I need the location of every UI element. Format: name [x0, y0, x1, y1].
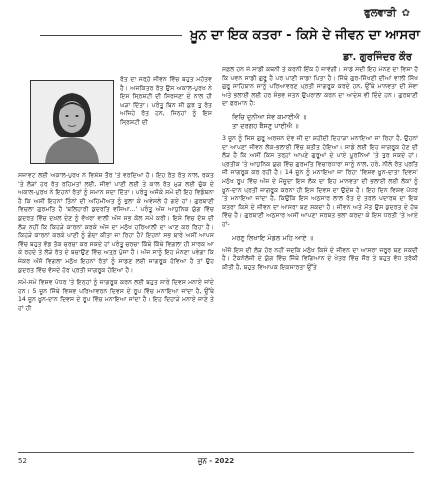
- right-column: [222, 66, 418, 446]
- gurbani-quote: ਮਰਣੁ ਲਿਖਾਇ ਮੰਡਲ ਮਹਿ ਆਏ ॥: [232, 233, 314, 242]
- page-footer: [18, 452, 414, 473]
- left-column: [18, 172, 214, 444]
- paragraph: ਅੱਜੋ ਇਸ ਦੀ ਲੋੜ ਹੋਰ ਨਹੀਂ ਜਦਕਿ ਮਨੁੱਖ ਕਿਸੇ ਦੇ ਜੀਵਨ ਦਾ ਆਸਰਾ ਜਰੂਰ ਬਣ ਸਕਦੀ ਹੈ। ਟੈਕਨੋਲੋਜੀ ਦੇ ਯੁੱਗ ਵਿੱਚ ਜਿੱਥੇ ਵਿਗਿਆਨ ਦੇ ਖੇਤਰ ਵਿੱਚ ਸੌਰ ਤੇ ਬਹੁਤ ਵੱਧ ਤਰੱਕੀ ਕੀਤੀ ਹੈ, ਬਹੁਤ ਵਿਆਪਕ ਇਕਸਾਰਤਾ ਉੱਤੇ: [222, 246, 418, 271]
- section-header: [364, 8, 410, 19]
- author-portrait-image: [31, 81, 113, 163]
- quote-line: ਤਾ ਦਰਗਹ ਬੈਸਣੁ ਪਾਈਐ ॥: [232, 121, 299, 130]
- paragraph: ਰੱਤ ਦਾ ਜਰ੍ਹੋ ਜੀਵਨ ਵਿੱਚ ਬਹੁਤ ਮਹੱਤਵ ਹੈ। ਅਜਕਿਤਰ ਰੱਤ ਉਸ ਅਕਾਲ-ਪੁਰਖ ਨੇ ਇਸ ਸ੍ਰਿਸ਼ਟੀ ਦੀ ਸਿਰਜਣਾ ਦੇ ਨਾਲ ਹੀ ਘੜਾ ਦਿੱਤਾ। ਪਰੰਤੂ ਬਿਨ ਸੀ ਕੁਝ ਤੁ ਰੱਤ ਅਜਿਹੇ ਰੱਤ ਹਨ, ਜਿਨ੍ਹਾਂ ਨੂੰ ਇਸ ਸ੍ਰਿਸ਼ਟੀ ਦੀ: [120, 76, 212, 126]
- gurbani-quote: [232, 113, 418, 131]
- narrow-column: [120, 76, 212, 172]
- paragraph: 3 ਜੂਨ ਨੂੰ ਜਿਸ ਗੁਰੂ ਅਰਜਨ ਦੇਵ ਜੀ ਦਾ ਸ਼ਹੀਦੀ ਦਿਹਾੜਾ ਮਨਾਇਆ ਜਾ ਰਿਹਾ ਹੈ, ਉਹਨਾਂ ਦਾ ਆਪਣਾ ਜੀਵਨ ਲੋਕ-ਭਲਾਈ ਵਿੱਚ ਬਤੀਤ ਹੋਇਆ। ਸਾਡੇ ਲਈ ਇਹ ਜਾਗਰੂਕ ਹੋਣ ਦੀ ਲੋੜ ਹੈ ਕਿ ਅਸੀਂ ਕਿਸ ਤਰ੍ਹਾਂ ਆਪਣੇ ਗੁਰੂਆਂ ਦੇ ਪਾਏ ਪੂਰਨਿਆਂ 'ਤੇ ਤੁਰ ਸਕਦੇ ਹਾਂ। ਪ੍ਰਤੀਕ 'ਤੇ ਆਧੁਨਿਕ ਯੁਗ ਵਿੱਚ ਗੁਰਮਤਿ ਵਿਚਾਰਧਾਰਾ ਸਾਨੂੰ ਨਾਲ, ਹਰੇ, ਨੀਲੇ ਰੱਤ ਪ੍ਰਤਿ ਜੀ ਜਾਗਰੂਕ ਕਰ ਰਹੀ ਹੈ। 14 ਜੂਨ ਨੂੰ ਮਨਾਇਆ ਜਾ ਰਿਹਾ 'ਵਿਸ਼ਵ ਖ਼ੂਨ-ਦਾਤਾ ਦਿਵਸ' ਮਨੁੱਖ ਰੂਪ ਵਿੱਚ ਅੱਜ ਦੇ ਮੌਜੂਦਾ ਇਸ ਲੋਕ ਦਾ ਇਹ ਮਾਨਵਤਾ ਦੀ ਭਲਾਈ ਲਈ ਲੋਕਾਂ ਨੂੰ ਖ਼ੂਨ-ਦਾਨ ਪ੍ਰਤੀ ਜਾਗਰੂਕ ਕਰਨਾ ਹੀ ਇਸ ਦਿਵਸ ਦਾ ਉਦੇਸ਼ ਹੈ। ਇਹ ਦਿਨ ਵਿਸ਼ਵ ਪੱਧਰ 'ਤੇ ਮਨਾਇਆ ਜਾਂਦਾ ਹੈ, ਕਿਉਂਕਿ ਇਸ ਅਨੁਸਾਰ ਲਾਲ ਰੱਤ ਦੇ ਤਰਲ ਪਦਾਰਥ ਦਾ ਇਕ ਕਤਰਾ ਕਿਸੇ ਦੇ ਜੀਵਨ ਦਾ ਆਸਰਾ ਬਣ ਸਕਦਾ ਹੈ। ਜੀਵਨ ਅਤੇ ਮੌਤ ਉਸ ਕੁਦਰਤ ਦੇ ਹੱਥ ਵਿੱਚ ਹੈ। ਗੁਰਬਾਣੀ ਅਨੁਸਾਰ ਅਸੀਂ ਆਪਣਾ ਸਰਬਤ ਭਲਾ ਕਰਦਾ ਕੇ ਇਸ ਧਰਤੀ 'ਤੇ ਆਏ ਹਾਂ-: [222, 134, 418, 228]
- article-author: ਡਾ. ਗੁਰਜਿੰਦਰ ਕੌਰ: [343, 52, 412, 63]
- author-photo: [30, 80, 114, 164]
- paragraph: ਸਮੇਂ-ਸਮੇਂ ਵਿਸ਼ਵ ਪੱਧਰ 'ਤੇ ਇਨ੍ਹਾਂ ਨੂੰ ਜਾਗਰੂਕ ਕਰਨ ਲਈ ਬਹੁਤ ਸਾਰੇ ਦਿਵਸ ਮਨਾਏ ਜਾਂਦੇ ਹਨ। 5 ਜੂਨ ਜਿੱਥੇ ਵਿਸ਼ਵ ਪਰਿਆਵਰਨ ਦਿਵਸ ਦੇ ਰੂਪ ਵਿੱਚ ਮਨਾਇਆ ਜਾਂਦਾ ਹੈ, ਉੱਥੇ 14 ਜੂਨ ਖ਼ੂਨ-ਦਾਨ ਦਿਵਸ ਦੇ ਰੂਪ ਵਿੱਚ ਮਨਾਇਆ ਜਾਂਦਾ ਹੈ। ਇਹ ਦਿਹਾੜੇ ਮਨਾਏ ਜਾਣੇ ਤੇ ਹਾਂ ਹੀ: [18, 279, 214, 312]
- section-name: ਫੁਲਵਾੜੀ: [364, 8, 397, 19]
- quote-line: ਵਿਚਿ ਦੁਨੀਆ ਸੇਵ ਕਮਾਈਐ ॥: [232, 112, 307, 121]
- paragraph: ਸਫ਼ਲ ਹਨ ਜੇ ਸਾਡੀ ਕਥਨੀ ਤੇ ਕਰਨੀ ਇੱਕ ਹੋ ਜਾਵੇਗੀ। ਸਾਡੇ ਸਦੀ ਇਹ ਮੰਨਣ ਦਾ ਵਿਸ਼ਾ ਹੈ ਕਿ ਪਵਨ ਸਾਡੀ ਗੁਰੂ ਹੈ ਪਰ ਪਾਣੀ ਸਾਡਾ ਪਿਤਾ ਹੈ। ਜਿੱਥੇ ਗੁਰ-ਸਿੱਖਣੀ ਦੀਆਂ ਵਾਲੀ ਸਿੱਖ ਗੁਰੂ ਸਾਹਿਬਾਨ ਸਾਨੂੰ ਪਰਿਆਵਰਣ ਪ੍ਰਤੀ ਜਾਗਰੂਕ ਕਰਦੇ ਹਨ, ਉੱਥੇ ਮਾਨਵਤਾ ਦੀ ਸੇਵਾ ਅਤੇ ਭਲਾਈ ਲਈ ਹਰ ਸੰਭਵ ਜਤਨ ਉਪਰਾਲਾ ਕਰਨ ਦਾ ਆਦੇਸ਼ ਵੀ ਦਿੰਦੇ ਹਨ। ਗੁਰਬਾਣੀ ਦਾ ਫਰਮਾਨ ਹੈ:: [222, 66, 418, 108]
- article-title: ਖ਼ੂਨ ਦਾ ਇਕ ਕਤਰਾ - ਕਿਸੇ ਦੇ ਜੀਵਨ ਦਾ ਆਸਰਾ: [190, 27, 420, 43]
- flower-icon: ✿: [401, 8, 410, 19]
- title-bar: [40, 22, 420, 48]
- page-number: 52: [18, 457, 27, 465]
- issue-date: ਜੂਨ - 2022: [197, 457, 235, 465]
- title-rule: [40, 35, 182, 36]
- paragraph: ਸਜਾਵਟ ਲਈ ਅਕਾਲ-ਪੁਰਖ ਨੇ ਵਿਸ਼ੇਸ਼ ਤੌਰ 'ਤੇ ਵਰਦਿਆ ਹੈ। ਇਹ ਰੱਤ ਰੱਤ ਨਾਲ, ਰਕਤ 'ਤੇ ਲੋੜਾਂ ਹਰ ਰੱਤ ਰਹਿਮਤਾਂ ਲਈ, ਜੀਵਾਂ ਪਾਣੀ ਲਈ ਤੇ ਕਾਲ ਰੱਤ ਮੁੜ ਲਈ ਚੁੱਕ ਦੇ ਅਕਾਲ-ਪੁਰਖ ਨੇ ਇਹਨਾਂ ਰੱਤਾਂ ਨੂੰ ਸਮਾਨ ਸਦਾ ਦਿੱਤਾ। ਪਰੰਤੂ ਅਜੋਕੇ ਸਮੇਂ ਦੀ ਇਹ ਵਿਡੰਬਨਾ ਹੈ ਕਿ ਅਸੀਂ ਇਹਨਾਂ ਤਿੰਨਾਂ ਦੀ ਅਹਿਮੀਅਤ ਨੂੰ ਭੁਲਾ ਕੇ ਅਵੇਸਲੇ ਹੋ ਗਏ ਹਾਂ। ਗੁਰਬਾਣੀ ਵਿਚਲਾ ਗੁਰਮਤਿ ਹੈ 'ਬਲਿਹਾਰੀ ਕੁਦਰਤਿ ਵਸਿਆ...' ਪਰੰਤੂ ਅੱਜ ਆਧੁਨਿਕ ਯੁੱਗ ਵਿੱਚ ਕੁਦਰਤ ਵਿੱਚ ਦਖ਼ਲ ਦੇਣ ਨੂੰ ਵੱਖਰਾ ਵਾਲੀ ਅੱਜ ਸਭ ਕੋਲ ਸਮੇਂ ਕਰੀ। ਇਸੇ ਵਿਚ ਦੋਸ਼ ਦੀ ਲੋੜ ਨਹੀਂ ਕਿ ਕਿਹੜੇ ਕਾਰਨਾਂ ਕਰਕੇ ਅੱਜ ਦਾ ਮਨੁੱਖ ਹਰਿਆਲੀ ਦਾ ਘਾਣ ਕਰ ਰਿਹਾ ਹੈ। ਕਿਹੜੇ ਕਾਰਨਾਂ ਕਰਕੇ ਪਾਣੀ ਨੂੰ ਗੰਦਾ ਕੀਤਾ ਜਾ ਰਿਹਾ ਹੈ? ਇਹਨਾਂ ਸਭ ਬਾਰੇ ਅਸੀਂ ਆਪਸ ਵਿੱਚ ਬਹੁਤ ਵੱਡ ਤੱਕ ਚਰਚਾ ਕਰ ਸਕਦੇ ਹਾਂ ਪਰੰਤੂ ਚਰਚਾ ਕਿੱਥੇ ਕਿੱਥੇ ਵਿਗਲਾ ਹੀ ਸਾਰਕ ਆ ਕੇ ਰਹਦੇ ਤੇ ਲੋੜੇ ਰੱਤ ਦੇ ਬਚਾਉਣ ਵਿੱਚ ਅਤ੍ਰ ਪੁੱਜਾ ਹੈ। ਅੱਜ ਸਾਨੂੰ ਇਹ ਮੰਨਣਾ ਪਵੇਗਾ ਕਿ ਜੇਕਰ ਅੱਜੋ ਵਿਗਲਾ ਮਨੁੱਖ ਇਹਨਾਂ ਰੱਤਾਂ ਨੂੰ ਸਾਡਣ ਲਈ ਜਾਗਰੂਕ ਹੋਵਿਆ ਹੈ ਤਾਂ ਉਹ ਕੁਦਰਤ ਵਿੱਚ ਵੱਸਦੇ ਹੋਰ ਪ੍ਰਤੀ ਜਾਗਰੂਕ ਹੋਇਆ ਹੈ।: [18, 172, 214, 274]
